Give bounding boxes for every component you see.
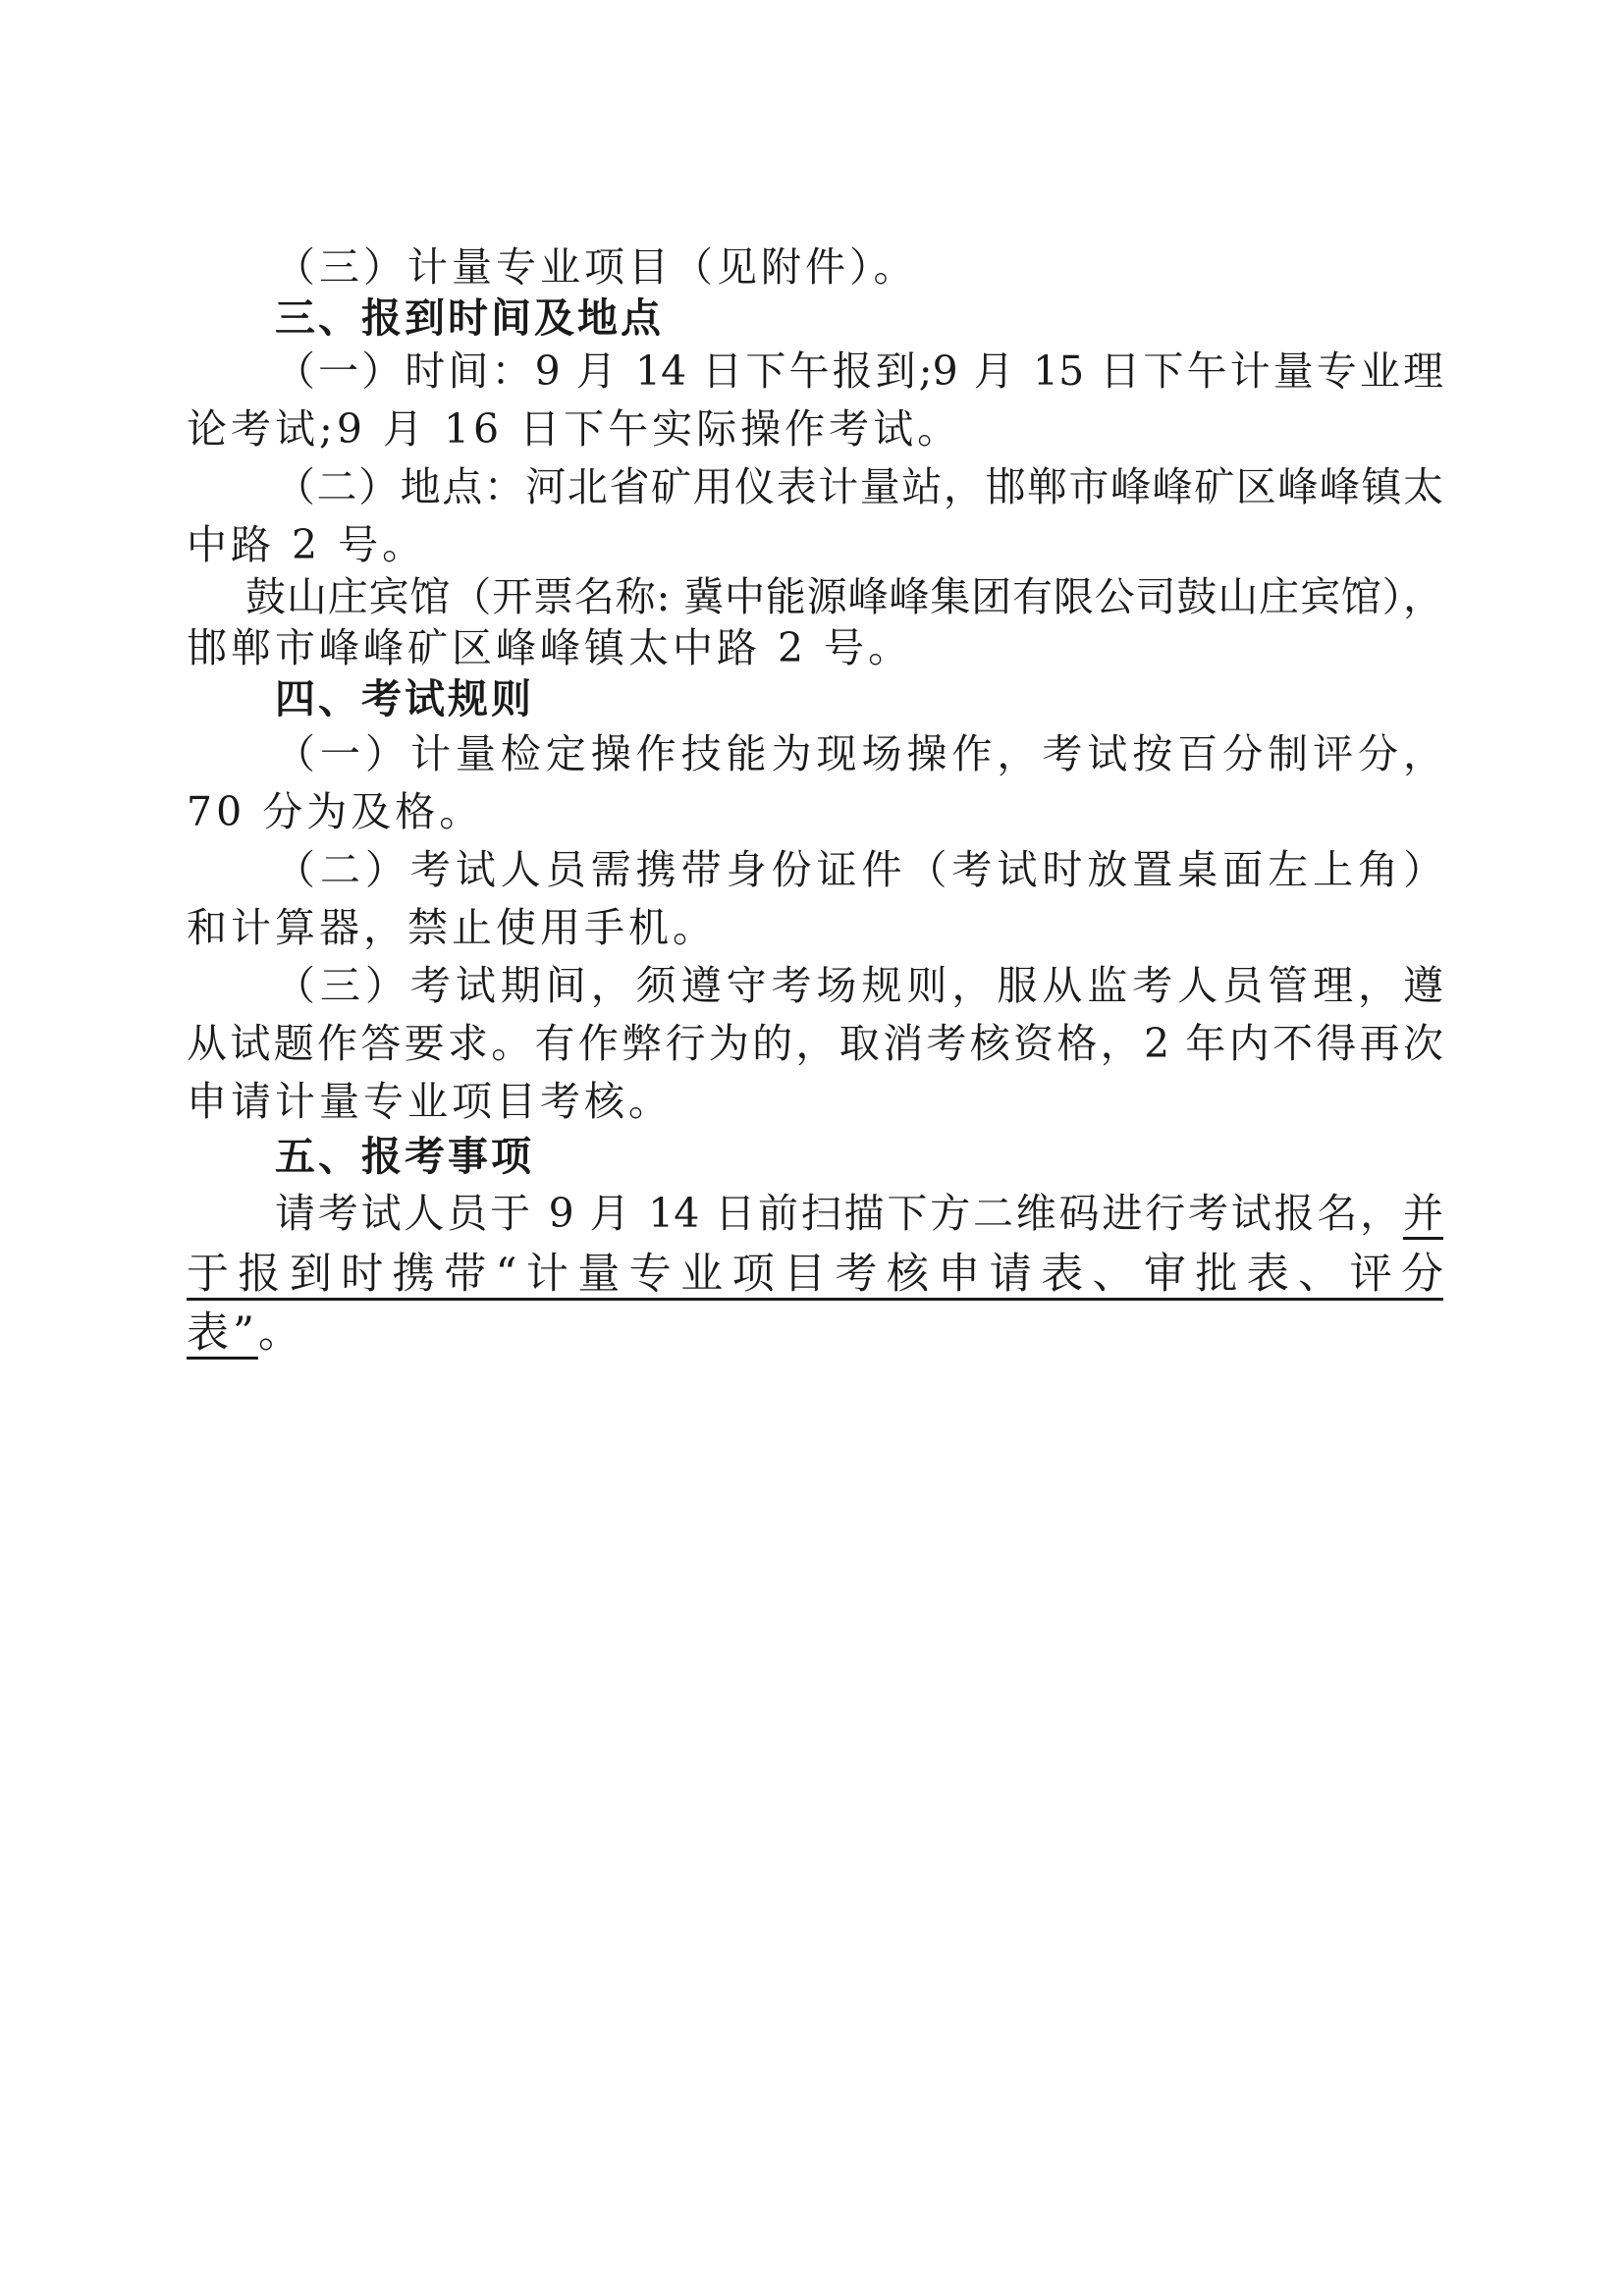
rule3-line-1: （三）考试期间，须遵守考场规则，服从监考人员管理，遵 — [275, 962, 1443, 1009]
registration-line-3-tail: 。 — [257, 1308, 304, 1358]
item3-line: （三）计量专业项目（见附件）。 — [275, 243, 918, 291]
registration-line-2: 于报到时携带“计量专业项目考核申请表、审批表、评分 — [187, 1250, 1443, 1299]
time-line-2: 论考试;9 月 16 日下午实际操作考试。 — [187, 405, 962, 453]
rule2-line-2: 和计算器，禁止使用手机。 — [187, 904, 717, 951]
rule3-line-2: 从试题作答要求。有作弊行为的，取消考核资格，2 年内不得再次 — [187, 1020, 1443, 1067]
registration-line-1 — [275, 1186, 1443, 1241]
registration-line-1-text: 请考试人员于 9 月 14 日前扫描下方二维码进行考试报名， — [275, 1190, 1403, 1237]
rule1-line-1: （一）计量检定操作技能为现场操作，考试按百分制评分， — [275, 730, 1443, 777]
place-line-2: 中路 2 号。 — [187, 521, 427, 568]
rule2-line-1: （二）考试人员需携带身份证件（考试时放置桌面左上角） — [275, 846, 1443, 893]
section4-heading: 四、考试规则 — [275, 675, 534, 722]
place-line-1: （二）地点：河北省矿用仪表计量站，邯郸市峰峰矿区峰峰镇太 — [275, 463, 1443, 510]
time-line-1: （一）时间：9 月 14 日下午报到;9 月 15 日下午计量专业理 — [275, 347, 1443, 395]
hotel-line-2: 邯郸市峰峰矿区峰峰镇太中路 2 号。 — [187, 624, 913, 671]
section3-heading: 三、报到时间及地点 — [275, 294, 664, 342]
registration-underlined-start: 并 — [1403, 1190, 1443, 1237]
section5-heading: 五、报考事项 — [275, 1133, 534, 1180]
rule3-line-3: 申请计量专业项目考核。 — [187, 1078, 673, 1125]
registration-underlined-end: 表” — [187, 1308, 258, 1358]
hotel-line-1: 鼓山庄宾馆（开票名称: 冀中能源峰峰集团有限公司鼓山庄宾馆）， — [245, 573, 1443, 620]
registration-line-3 — [187, 1306, 1443, 1361]
rule1-line-2: 70 分为及格。 — [187, 788, 484, 835]
